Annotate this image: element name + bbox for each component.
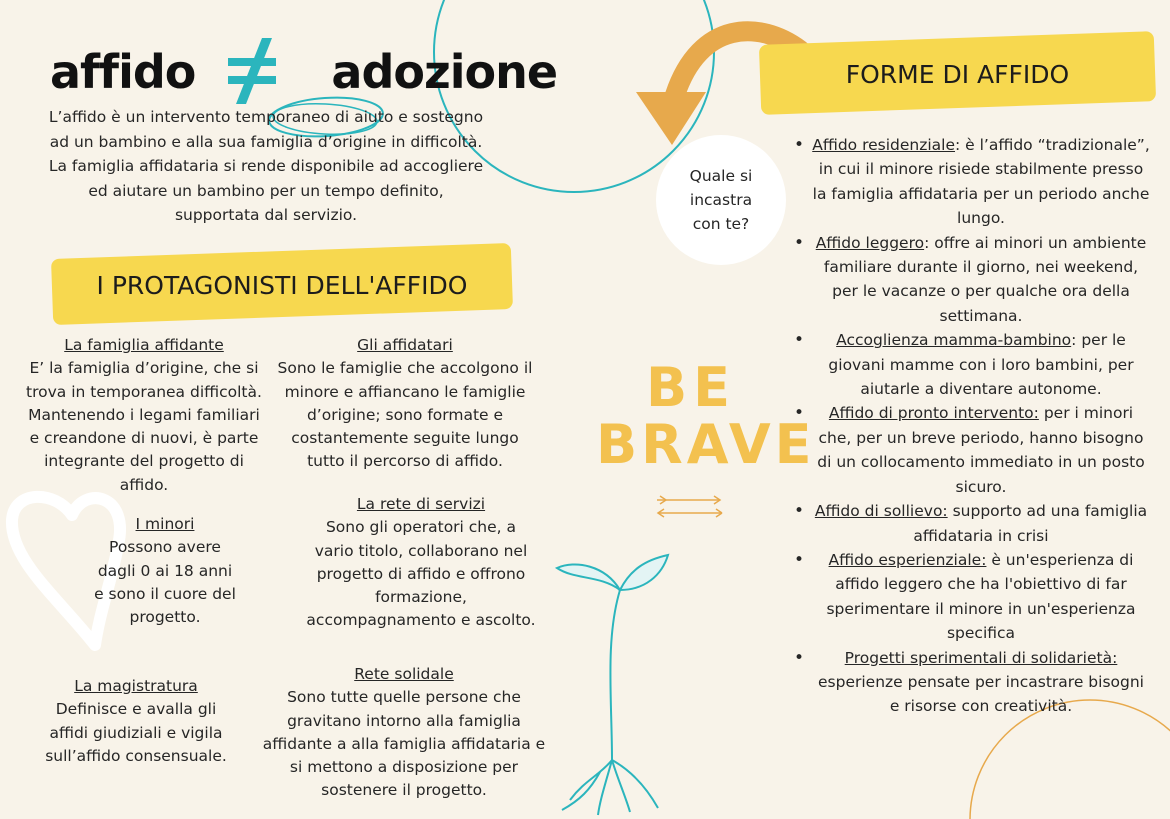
forms-item-desc: : è l’affido “tradizionale”, in cui il minore risiede stabilmente presso la famiglia affidataria per un periodo anche lungo. (812, 136, 1150, 228)
forms-item-term: Affido di pronto intervento: (828, 404, 1039, 423)
forms-title: FORME DI AFFIDO (845, 60, 1070, 89)
text-minori: Possono avere dagli 0 ai 18 anni e sono il cuore del progetto. (94, 538, 236, 627)
forms-list-item (790, 401, 1150, 499)
forms-item-term: Affido di sollievo: (814, 502, 948, 521)
block-minori (92, 513, 238, 629)
block-rete-servizi (306, 493, 536, 633)
forms-item-term: Affido residenziale (812, 136, 956, 154)
heading-rete-solidale: Rete solidale (354, 665, 454, 683)
double-arrow-icon (657, 496, 722, 517)
protagonists-title: I PROTAGONISTI DELL'AFFIDO (96, 271, 468, 300)
forms-list-item (790, 133, 1150, 231)
block-rete-solidale (256, 663, 552, 803)
title-word-adozione: adozione (331, 45, 558, 99)
forms-list-item (790, 646, 1150, 719)
be-brave-text (596, 356, 816, 476)
text-rete-servizi: Sono gli operatori che, a vario titolo, collaborano nel progetto di affido e offrono formazione, accompagnamento e ascolto. (306, 518, 536, 630)
forms-item-desc: : offre ai minori un ambiente familiare durante il giorno, nei weekend, per le vacanze o per qualche ora della settimana. (823, 233, 1147, 325)
sprout-icon (557, 555, 668, 815)
block-affidatari (274, 334, 536, 474)
forms-item-term: Affido esperienziale: (828, 550, 987, 569)
block-famiglia-affidante (22, 334, 266, 497)
heading-famiglia-affidante: La famiglia affidante (64, 336, 224, 354)
forms-item-desc: esperienze pensate per incastrare bisogni e risorse con creatività. (818, 672, 1144, 716)
not-equal-icon (210, 36, 306, 106)
heading-affidatari: Gli affidatari (357, 336, 453, 354)
forms-list-item (790, 548, 1150, 646)
intro-paragraph: L’affido è un intervento temporaneo di aiuto e sostegno ad un bambino e alla sua famiglia d’origine in difficoltà. La famiglia affidataria si rende disponibile ad accogliere ed aiutare un bambino per un tempo definito, supportata dal servizio. (48, 108, 484, 224)
forms-list-item (790, 231, 1150, 329)
title-word-affido: affido (50, 45, 196, 99)
question-bubble-text: Quale si incastra con te? (689, 167, 753, 233)
forms-list-item (790, 499, 1150, 548)
heading-magistratura: La magistratura (74, 677, 198, 695)
text-magistratura: Definisce e avalla gli affidi giudiziali e vigila sull’affido consensuale. (45, 700, 227, 765)
question-bubble (656, 135, 786, 265)
text-rete-solidale: Sono tutte quelle persone che gravitano intorno alla famiglia affidante a alla famiglia affidataria e si mettono a disposizione per sostenere il progetto. (262, 688, 546, 800)
forms-item-desc: : per le giovani mamme con i loro bambini, per aiutarle a diventare autonome. (828, 331, 1134, 399)
be-brave-line1: BE (645, 356, 737, 419)
forms-item-term: Affido leggero (815, 233, 925, 252)
be-brave-line2: BRAVE (596, 413, 816, 476)
forms-item-desc: supporto ad una famiglia affidataria in crisi (913, 502, 1148, 545)
forms-list (790, 133, 1150, 719)
forms-item-desc: per i minori che, per un breve periodo, hanno bisogno di un collocamento immediato in un posto sicuro. (817, 404, 1145, 496)
heading-rete-servizi: La rete di servizi (356, 495, 486, 513)
forms-list-item (790, 328, 1150, 401)
page-title (50, 36, 557, 106)
heading-minori: I minori (135, 515, 195, 533)
text-affidatari: Sono le famiglie che accolgono il minore e affiancano le famiglie d’origine; sono formate e costantemente seguite lungo tutto il percorso di affido. (277, 359, 533, 471)
text-famiglia-affidante: E’ la famiglia d’origine, che si trova in temporanea difficoltà. Mantenendo i legami familiari e creandone di nuovi, è parte integrante del progetto di affido. (26, 359, 262, 494)
forms-item-term: Progetti sperimentali di solidarietà: (844, 648, 1118, 667)
forms-item-term: Accoglienza mamma-bambino (836, 331, 1072, 350)
block-magistratura (45, 675, 227, 768)
forms-item-desc: è un'esperienza di affido leggero che ha l'obiettivo di far sperimentare il minore in un'esperienza specifica (826, 550, 1136, 643)
